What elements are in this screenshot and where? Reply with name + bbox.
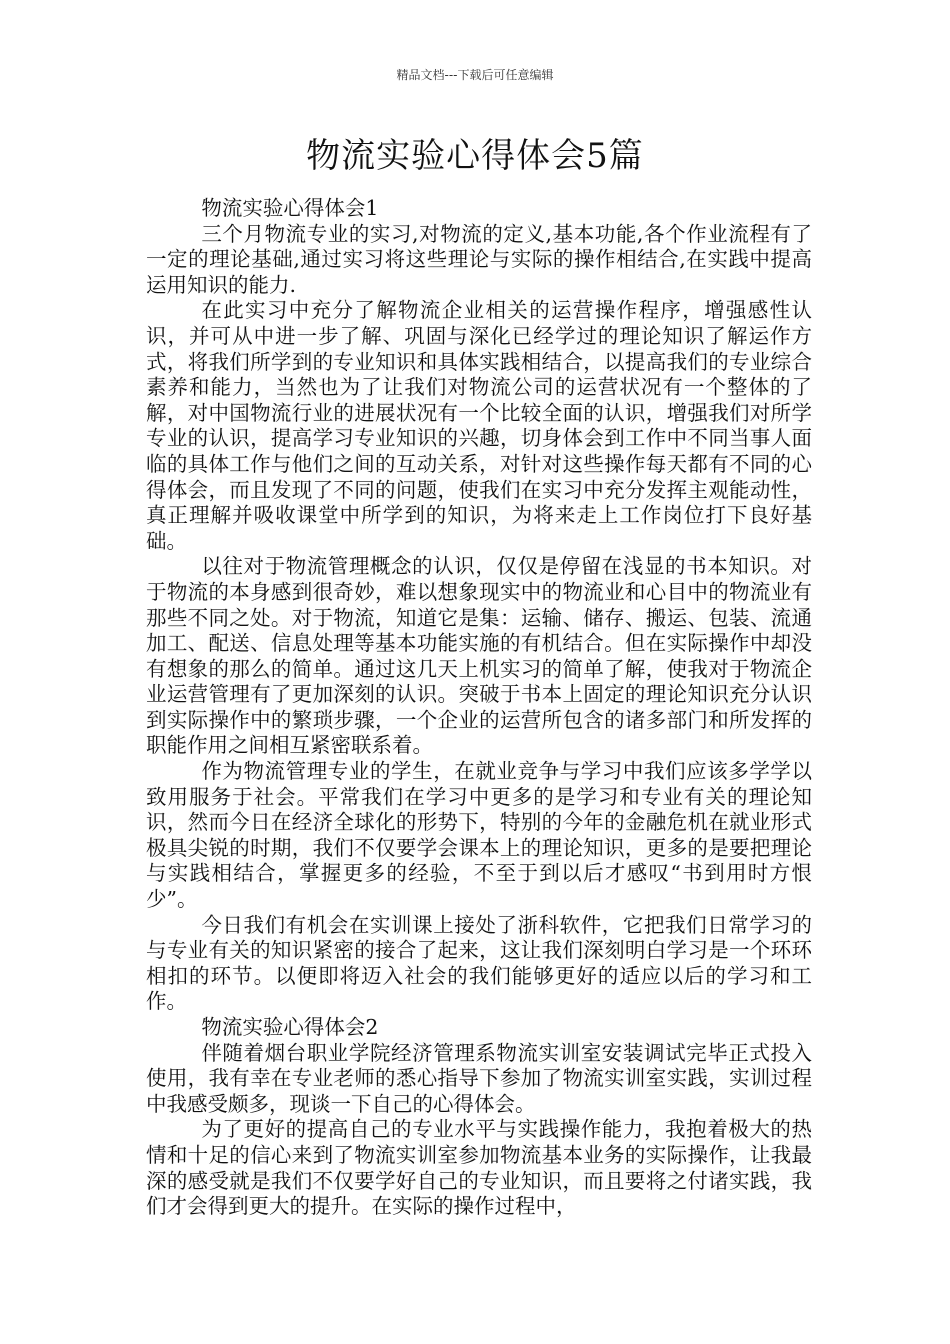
document-body bbox=[146, 196, 812, 1220]
body-paragraph: 今日我们有机会在实训课上接处了浙科软件，它把我们日常学习的与专业有关的知识紧密的接合了起来，这让我们深刻明白学习是一个环环相扣的环节。以便即将迈入社会的我们能够更好的适应以后的学习和工作。 bbox=[146, 912, 812, 1014]
body-paragraph: 为了更好的提高自己的专业水平与实践操作能力，我抱着极大的热情和十足的信心来到了物流实训室参加物流基本业务的实际操作，让我最深的感受就是我们不仅要学好自己的专业知识，而且要将之付诸实践，我们才会得到更大的提升。在实际的操作过程中， bbox=[146, 1117, 812, 1219]
body-paragraph: 以往对于物流管理概念的认识，仅仅是停留在浅显的书本知识。对于物流的本身感到很奇妙，难以想象现实中的物流业和心目中的物流业有那些不同之处。对于物流，知道它是集：运输、储存、搬运、包装、流通加工、配送、信息处理等基本功能实施的有机结合。但在实际操作中却没有想象的那么的简单。通过这几天上机实习的简单了解，使我对于物流企业运营管理有了更加深刻的认识。突破于书本上固定的理论知识充分认识到实际操作中的繁琐步骤，一个企业的运营所包含的诸多部门和所发挥的职能作用之间相互紧密联系着。 bbox=[146, 554, 812, 758]
body-paragraph: 伴随着烟台职业学院经济管理系物流实训室安装调试完毕正式投入使用，我有幸在专业老师的悉心指导下参加了物流实训室实践，实训过程中我感受颇多，现谈一下自己的心得体会。 bbox=[146, 1040, 812, 1116]
body-paragraph: 三个月物流专业的实习,对物流的定义,基本功能,各个作业流程有了一定的理论基础,通过实习将这些理论与实际的操作相结合,在实践中提高运用知识的能力. bbox=[146, 221, 812, 297]
body-paragraph: 作为物流管理专业的学生，在就业竞争与学习中我们应该多学学以致用服务于社会。平常我们在学习中更多的是学习和专业有关的理论知识，然而今日在经济全球化的形势下，特别的今年的金融危机在就业形式极具尖锐的时期，我们不仅要学会课本上的理论知识，更多的是要把理论与实践相结合，掌握更多的经验，不至于到以后才感叹“书到用时方恨少”。 bbox=[146, 759, 812, 912]
body-paragraph: 在此实习中充分了解物流企业相关的运营操作程序，增强感性认识，并可从中进一步了解、巩固与深化已经学过的理论知识了解运作方式，将我们所学到的专业知识和具体实践相结合，以提高我们的专业综合素养和能力，当然也为了让我们对物流公司的运营状况有一个整体的了解，对中国物流行业的进展状况有一个比较全面的认识，增强我们对所学专业的认识，提高学习专业知识的兴趣，切身体会到工作中不同当事人面临的具体工作与他们之间的互动关系，对针对这些操作每天都有不同的心得体会，而且发现了不同的问题，使我们在实习中充分发挥主观能动性，真正理解并吸收课堂中所学到的知识，为将来走上工作岗位打下良好基础。 bbox=[146, 298, 812, 553]
section-heading-1: 物流实验心得体会1 bbox=[201, 196, 379, 220]
document-title: 物流实验心得体会5篇 bbox=[306, 136, 644, 176]
page-header-note: 精品文档---下载后可任意编辑 bbox=[396, 68, 554, 82]
section-heading-2: 物流实验心得体会2 bbox=[201, 1015, 379, 1039]
